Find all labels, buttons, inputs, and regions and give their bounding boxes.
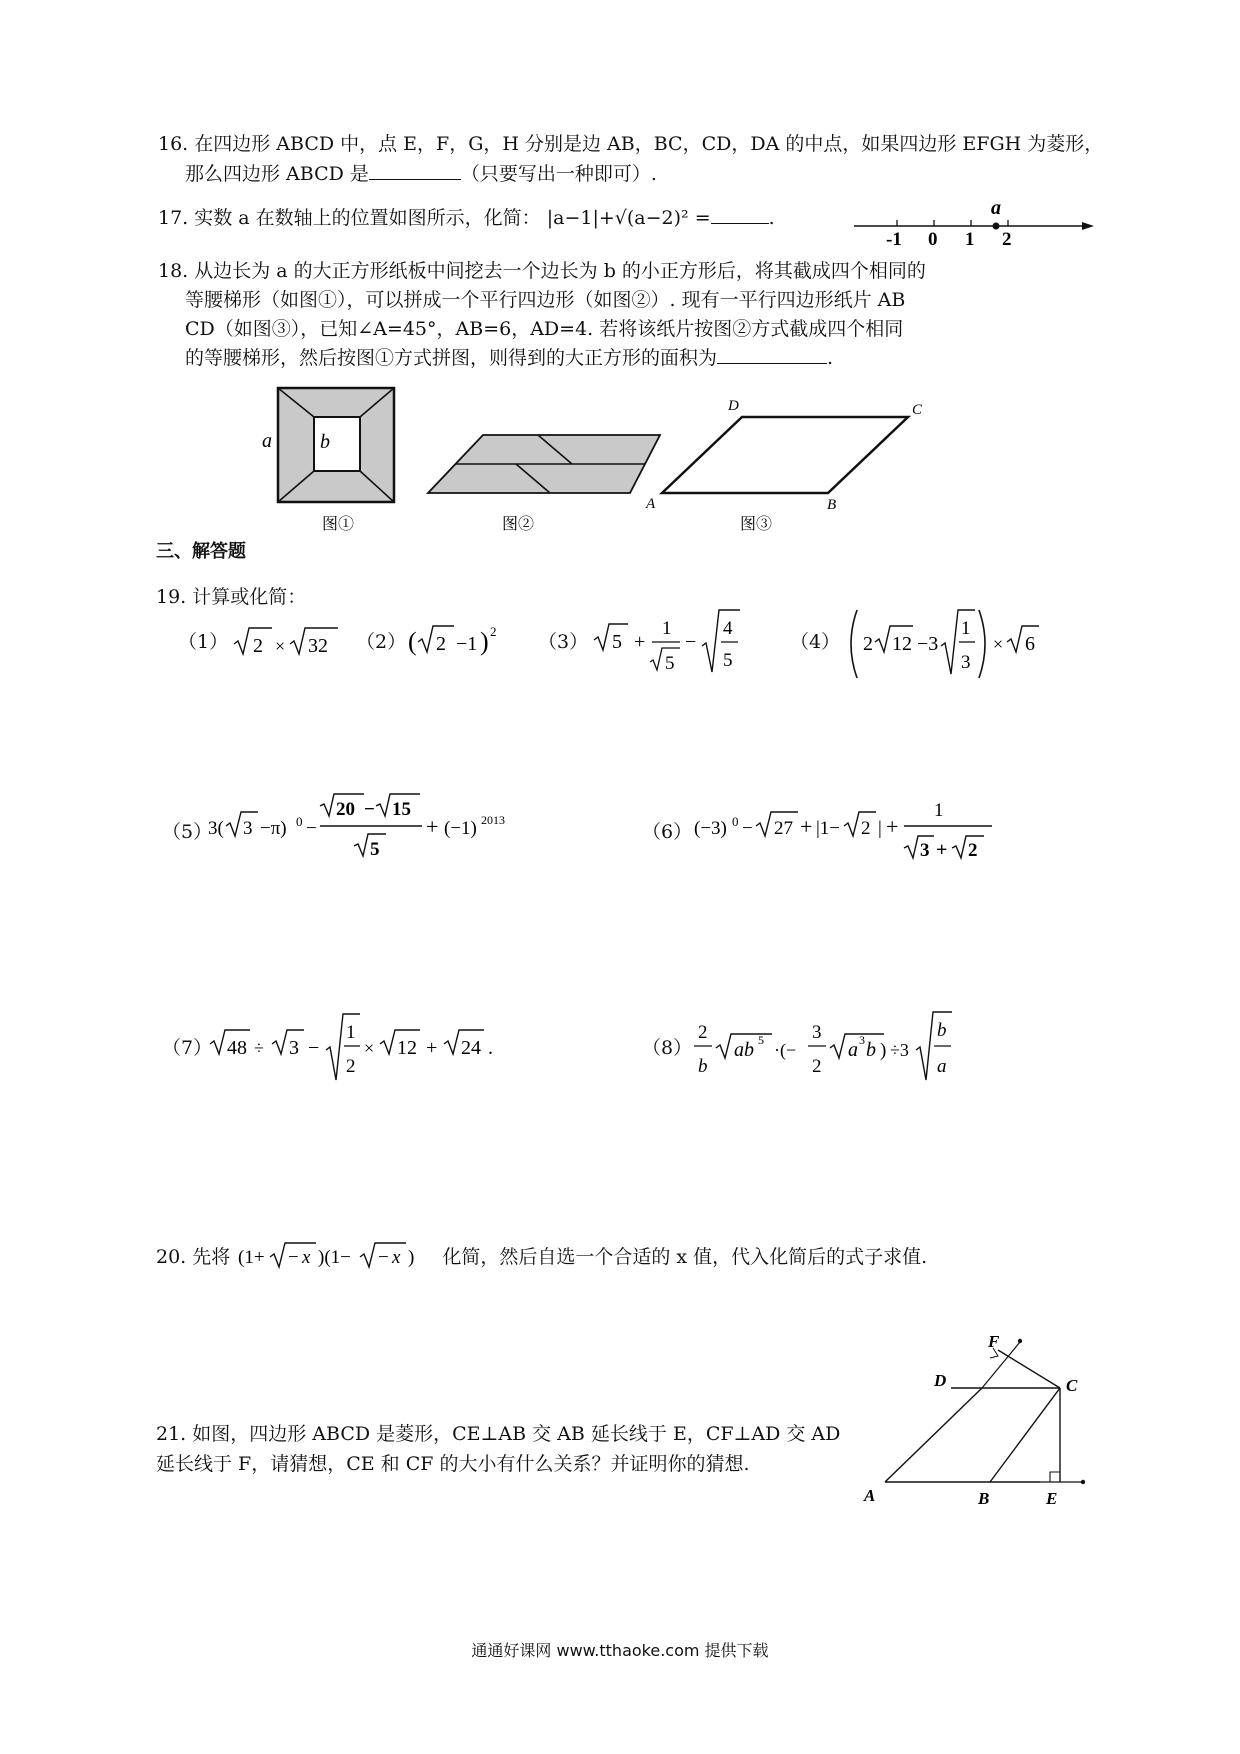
tick-label-1: 1 [965, 229, 975, 250]
q21-label-A: A [864, 1486, 876, 1505]
svg-text:a: a [848, 1039, 858, 1061]
svg-text:+: + [426, 1037, 438, 1059]
q21-label-B: B [978, 1489, 990, 1508]
q16-line2 [185, 160, 657, 188]
svg-text:.: . [488, 1037, 493, 1059]
svg-text:a: a [937, 1056, 947, 1077]
svg-text:+: + [886, 814, 899, 839]
svg-text:12: 12 [892, 633, 912, 655]
svg-text:·(−: ·(− [774, 1040, 797, 1060]
svg-text:÷: ÷ [254, 1038, 264, 1058]
q17-answer-blank [711, 205, 769, 224]
svg-text:+: + [800, 814, 813, 839]
svg-text:5: 5 [758, 1033, 764, 1047]
q19-p5-label: （5） [162, 821, 213, 843]
tick-label-minus1: -1 [886, 229, 902, 250]
q19-p6-expr [694, 790, 1024, 870]
svg-text:32: 32 [308, 635, 328, 657]
q19-p1-label: （1） [178, 631, 229, 653]
q16-line2-post: （只要写出一种即可）. [460, 163, 657, 185]
svg-text:ab: ab [734, 1039, 754, 1061]
q20-pre: 20. 先将 [156, 1246, 231, 1268]
svg-text:|: | [878, 818, 882, 839]
q19-p4-expr [845, 604, 1040, 684]
svg-text:5: 5 [370, 839, 380, 860]
svg-text:×: × [993, 634, 1004, 654]
point-a [993, 223, 1000, 230]
q16-line1: 16. 在四边形 ABCD 中，点 E，F，G，H 分别是边 AB，BC，CD，DA 的中点，如果四边形 EFGH 为菱形， [158, 133, 1104, 155]
svg-text:3(: 3( [208, 818, 224, 839]
q21-cf-line [998, 1350, 1060, 1388]
svg-text:1: 1 [934, 800, 944, 821]
svg-text:−3: −3 [917, 633, 939, 655]
q17-line [158, 204, 775, 232]
svg-text:15: 15 [392, 799, 411, 820]
svg-text:2: 2 [863, 633, 873, 655]
svg-text:−: − [742, 818, 753, 839]
q18-line3: CD（如图③），已知∠A=45°，AB=6，AD=4. 若将该纸片按图②方式截成四个相同 [185, 318, 904, 340]
q19-p8-label: （8） [642, 1037, 693, 1059]
q18-line2: 等腰梯形（如图①），可以拼成一个平行四边形（如图②）. 现有一平行四边形纸片 AB [185, 289, 906, 311]
q21-ad-line [885, 1388, 982, 1482]
figure-1 [260, 385, 400, 535]
svg-text:3: 3 [812, 1022, 822, 1043]
svg-text:3: 3 [289, 1037, 299, 1059]
q21-label-C: C [1066, 1376, 1078, 1395]
svg-text:20: 20 [336, 799, 355, 820]
svg-text:2: 2 [698, 1022, 708, 1043]
q21-line1: 21. 如图，四边形 ABCD 是菱形，CE⊥AB 交 AB 延长线于 E，CF⊥AD 交 AD [156, 1423, 841, 1445]
svg-text:|1−: |1− [816, 818, 841, 839]
fig1-caption: 图① [322, 516, 355, 533]
svg-text:5: 5 [612, 631, 622, 653]
q19-p3-expr [592, 606, 742, 680]
q21-bc-line [990, 1388, 1060, 1482]
svg-text:2: 2 [436, 633, 446, 655]
q17-expr: |a−1|+√(a−2)² = [546, 207, 711, 229]
page-footer: 通通好课网 www.tthaoke.com 提供下载 [471, 1641, 769, 1660]
q18-line4 [185, 344, 833, 372]
svg-text:+: + [426, 814, 439, 839]
svg-text:3: 3 [961, 652, 971, 673]
q18-line1: 18. 从边长为 a 的大正方形纸板中间挖去一个边长为 b 的小正方形后，将其截成四个相同的 [158, 260, 926, 282]
q19-p5-exponent: 2013 [481, 813, 505, 827]
svg-text:48: 48 [227, 1037, 247, 1059]
q17-text: 17. 实数 a 在数轴上的位置如图所示，化简： [158, 207, 541, 229]
tick-label-0: 0 [928, 229, 938, 250]
svg-text:−: − [685, 631, 697, 653]
svg-text:6: 6 [1025, 633, 1035, 655]
q19-p7-label: （7） [162, 1037, 213, 1059]
svg-text:x: x [302, 1247, 311, 1268]
svg-text:3: 3 [920, 840, 930, 861]
svg-text:−: − [378, 1247, 390, 1268]
q21-figure [860, 1325, 1100, 1515]
svg-text:−: − [288, 1247, 300, 1268]
fig3-parallelogram [662, 417, 908, 493]
svg-text:2: 2 [490, 624, 497, 639]
svg-text:(−3): (−3) [694, 818, 727, 839]
fig3-caption: 图③ [740, 516, 773, 533]
svg-text:2: 2 [812, 1056, 822, 1077]
section3-title: 三、解答题 [156, 541, 246, 562]
svg-text:(: ( [408, 627, 417, 656]
q19-p3-label: （3） [538, 631, 589, 653]
q19-p4-label: （4） [790, 631, 841, 653]
svg-text:(1+: (1+ [238, 1247, 265, 1268]
fig1-label-b: b [320, 431, 330, 453]
svg-text:×: × [275, 636, 286, 656]
number-line-figure [850, 195, 1100, 250]
q21-right-angle-e [1050, 1472, 1060, 1482]
tick-label-2: 2 [1002, 229, 1012, 250]
figure-3 [640, 395, 940, 535]
q18-line4-pre: 的等腰梯形，然后按图①方式拼图，则得到的大正方形的面积为 [185, 347, 718, 369]
q21-label-F: F [988, 1332, 1000, 1351]
svg-text:2: 2 [861, 818, 871, 839]
number-line-arrow [1082, 222, 1094, 230]
svg-text:b: b [866, 1039, 876, 1061]
svg-text:5: 5 [665, 653, 675, 674]
q20-line [156, 1242, 927, 1274]
svg-text:): ) [880, 1040, 887, 1061]
svg-text:÷3: ÷3 [890, 1040, 909, 1060]
svg-text:1: 1 [961, 618, 971, 639]
q19-p6-label: （6） [642, 821, 693, 843]
q19-p2-expr [408, 614, 508, 664]
svg-text:b: b [698, 1056, 708, 1077]
svg-text:24: 24 [461, 1037, 481, 1059]
fig3-label-B: B [827, 497, 837, 513]
svg-text:3: 3 [243, 818, 253, 839]
q21-label-D: D [934, 1371, 947, 1390]
svg-text:−1: −1 [456, 633, 478, 655]
svg-text:−: − [308, 1037, 320, 1059]
svg-text:1: 1 [346, 1022, 356, 1043]
q20-post: 化简，然后自选一个合适的 x 值，代入化简后的式子求值. [442, 1246, 928, 1268]
q20-expr [236, 1240, 436, 1272]
svg-text:)(1−: )(1− [318, 1247, 352, 1268]
q19-p7-expr [208, 1008, 528, 1088]
fig3-label-C: C [912, 402, 923, 418]
svg-text:2: 2 [253, 635, 263, 657]
point-a-label: a [991, 197, 1001, 219]
q19-p2-label: （2） [356, 631, 407, 653]
svg-text:): ) [480, 627, 489, 656]
q19-p1-expr [232, 618, 342, 664]
svg-text:12: 12 [397, 1037, 417, 1059]
svg-text:1: 1 [662, 618, 672, 639]
fig2-caption: 图② [502, 516, 535, 533]
q18-line4-post: . [827, 347, 834, 369]
q18-answer-blank [717, 345, 827, 364]
svg-text:−: − [364, 799, 375, 820]
q19-p8-expr [694, 1008, 984, 1088]
svg-text:(−1): (−1) [444, 818, 477, 839]
q16-answer-blank [369, 161, 461, 180]
svg-text:−π): −π) [260, 818, 287, 839]
q17-end: . [768, 207, 775, 229]
svg-text:27: 27 [774, 818, 793, 839]
q21-label-E: E [1046, 1489, 1058, 1508]
svg-text:2: 2 [968, 840, 978, 861]
svg-text:b: b [937, 1020, 947, 1041]
svg-text:+: + [936, 839, 948, 861]
svg-text:×: × [364, 1038, 375, 1058]
svg-text:5: 5 [723, 650, 733, 671]
figure-2 [420, 425, 670, 535]
q19-title: 19. 计算或化简： [156, 586, 307, 608]
svg-text:x: x [392, 1247, 401, 1268]
fig3-label-D: D [728, 398, 739, 414]
q21-ext-dot-top [1018, 1339, 1022, 1343]
q21-ext-dot-right [1081, 1480, 1085, 1484]
svg-text:−: − [306, 818, 317, 839]
q21-line2: 延长线于 F，请猜想，CE 和 CF 的大小有什么关系？并证明你的猜想. [156, 1453, 750, 1475]
svg-text:4: 4 [723, 618, 733, 639]
q19-p5-expr [208, 790, 538, 870]
svg-text:): ) [408, 1247, 415, 1268]
fig1-label-a: a [262, 430, 272, 452]
svg-text:2: 2 [346, 1056, 356, 1077]
svg-text:0: 0 [296, 814, 303, 829]
svg-text:3: 3 [859, 1033, 865, 1047]
svg-text:+: + [634, 631, 646, 653]
svg-text:0: 0 [732, 814, 739, 829]
fig3-label-A: A [646, 496, 656, 512]
q16-line2-pre: 那么四边形 ABCD 是 [185, 163, 369, 185]
